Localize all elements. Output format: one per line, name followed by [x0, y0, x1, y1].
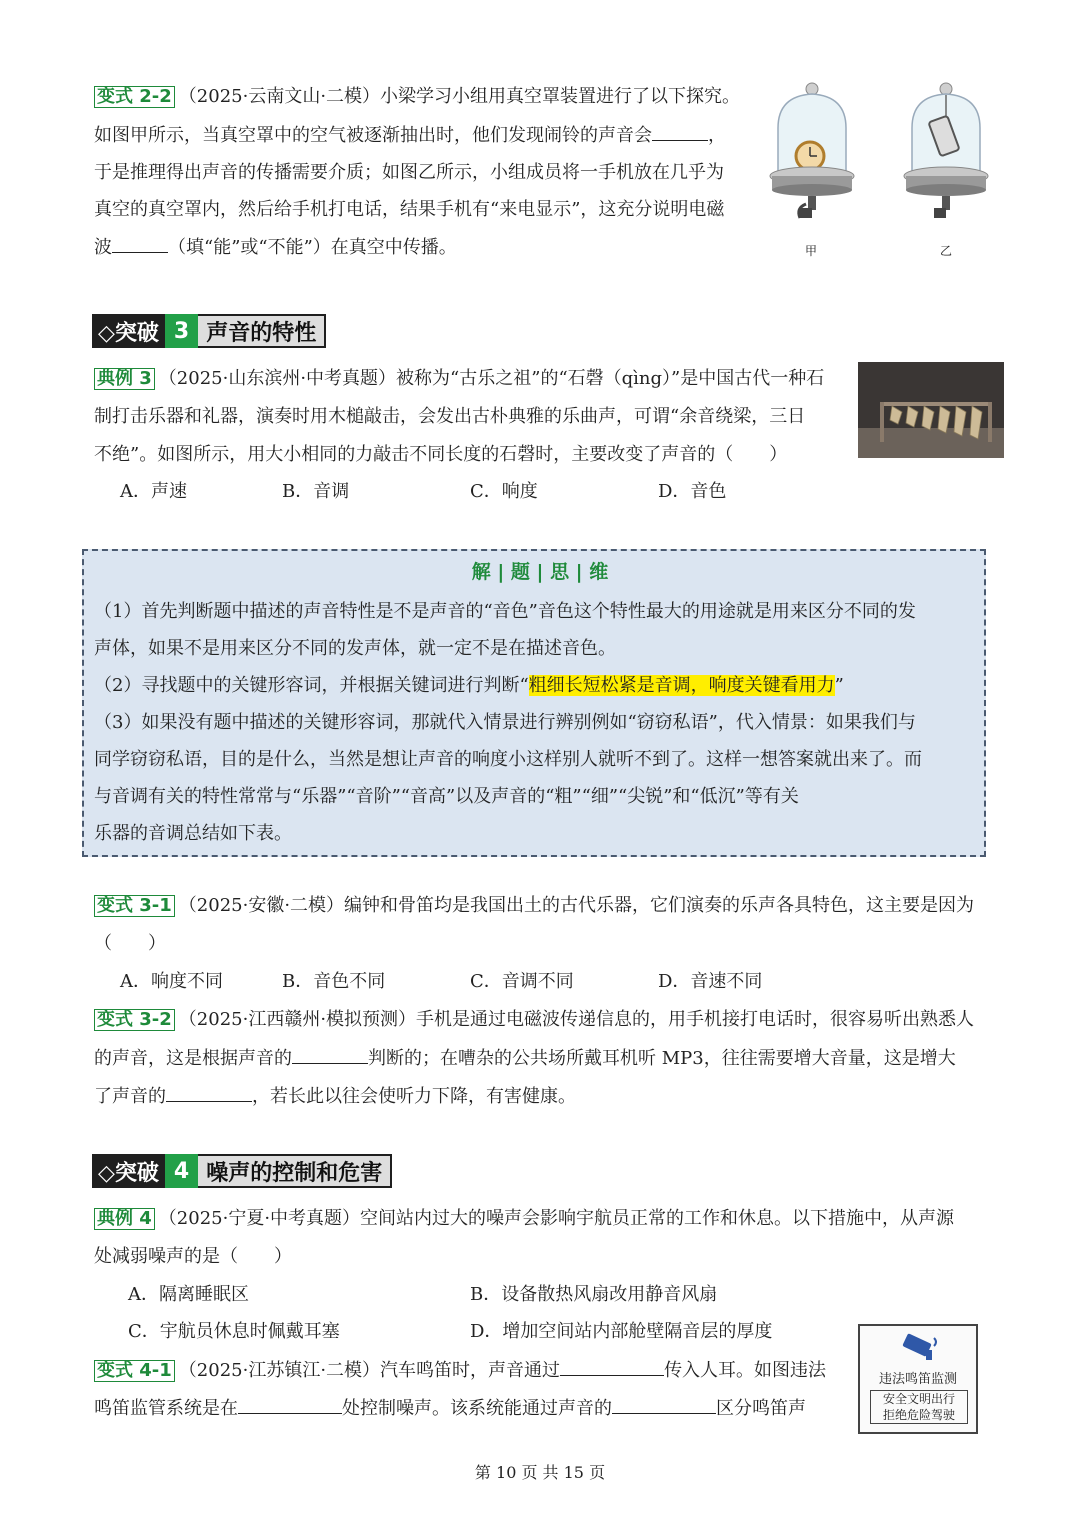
answer-blank[interactable]: [560, 1359, 664, 1376]
section-header-4: ◇突破 4 噪声的控制和危害: [92, 1154, 392, 1188]
q31-option-a[interactable]: A．响度不同: [120, 971, 223, 992]
q41-tag: 变式 4-1: [94, 1360, 175, 1382]
answer-blank[interactable]: [292, 1047, 368, 1064]
ex3-tag: 典例 3: [94, 368, 155, 390]
ex3-line-3: 不绝”。如图所示，用大小相同的力敲击不同长度的石磬时，主要改变了声音的（ ）: [94, 444, 788, 465]
thinking-line-6: 与音调有关的特性常常与“乐器”“音阶”“音高”以及声音的“粗”“细”“尖锐”和“低沉”等有关: [94, 786, 799, 807]
camera-icon: [902, 1332, 942, 1362]
chime-stones-photo: [858, 362, 1004, 458]
answer-blank[interactable]: [112, 236, 168, 253]
ex3-option-d[interactable]: D．音色: [658, 481, 727, 502]
ex4-line-2: 处减弱噪声的是（ ）: [94, 1246, 292, 1267]
answer-blank[interactable]: [652, 124, 708, 141]
q31-line-1: 变式 3-1 （2025·安徽·二模）编钟和骨笛均是我国出土的古代乐器，它们演奏的乐声各具特色，这主要是因为: [94, 895, 974, 919]
thinking-line-3: （2）寻找题中的关键形容词，并根据关键词进行判断“粗细长短松紧是音调，响度关键看用力”: [94, 675, 844, 696]
q22-line-5: 波 （填“能”或“不能”）在真空中传播。: [94, 237, 457, 258]
q31-option-c[interactable]: C．音调不同: [470, 971, 574, 992]
bell-jar-alarm-clock-icon: [770, 83, 854, 218]
q22-line-4: 真空的真空罩内，然后给手机打电话，结果手机有“来电显示”，这充分说明电磁: [94, 199, 725, 220]
ex4-option-b[interactable]: B．设备散热风扇改用静音风扇: [470, 1284, 718, 1305]
ex3-line-2: 制打击乐器和礼器，演奏时用木槌敲击，会发出古朴典雅的乐曲声，可谓“余音绕梁，三日: [94, 406, 806, 427]
sign-title: 违法鸣笛监测: [878, 1372, 957, 1387]
ex3-option-a[interactable]: A．声速: [120, 481, 187, 502]
thinking-line-2: 声体，如果不是用来区分不同的发声体，就一定不是在描述音色。: [94, 638, 616, 659]
ex4-option-c[interactable]: C．宇航员休息时佩戴耳塞: [128, 1321, 340, 1342]
ex4-line-1: 典例 4 （2025·宁夏·中考真题）空间站内过大的噪声会影响宇航员正常的工作和休息。以下措施中，从声源: [94, 1208, 954, 1232]
highlighted-rule: 粗细长短松紧是音调，响度关键看用力: [528, 675, 835, 696]
answer-blank[interactable]: [166, 1085, 252, 1102]
q32-tag: 变式 3-2: [94, 1009, 175, 1031]
q22-line-1: 变式 2-2 （2025·云南文山·二模）小梁学习小组用真空罩装置进行了以下探究。: [94, 86, 740, 110]
q32-line-3: 了声音的 ，若长此以往会使听力下降，有害健康。: [94, 1086, 576, 1107]
sign-slogan: 安全文明出行 拒绝危险驾驶: [870, 1390, 968, 1424]
figure-label-yi: 乙: [940, 244, 953, 258]
q22-line-3: 于是推理得出声音的传播需要介质；如图乙所示，小组成员将一手机放在几乎为: [94, 162, 724, 183]
thinking-line-4: （3）如果没有题中描述的关键形容词，那就代入情景进行辨别例如“窃窃私语”，代入情景：如果我们与: [94, 712, 916, 733]
bell-jar-phone-icon: [904, 83, 988, 218]
ex4-option-d[interactable]: D．增加空间站内部舱壁隔音层的厚度: [470, 1321, 773, 1342]
section-header-3: ◇突破 3 声音的特性: [92, 314, 326, 348]
thinking-title: 解 | 题 | 思 | 维: [471, 561, 609, 583]
figure-label-jia: 甲: [805, 244, 818, 258]
thinking-line-7: 乐器的音调总结如下表。: [94, 823, 292, 844]
answer-blank[interactable]: [238, 1397, 342, 1414]
page-footer: 第 10 页 共 15 页: [474, 1463, 606, 1482]
honk-monitor-sign: [858, 1324, 978, 1434]
answer-blank[interactable]: [612, 1397, 716, 1414]
q31-tag: 变式 3-1: [94, 895, 175, 917]
thinking-line-5: 同学窃窃私语，目的是什么，当然是想让声音的响度小这样别人就听不到了。这样一想答案就出来了。而: [94, 749, 922, 770]
q31-option-b[interactable]: B．音色不同: [282, 971, 386, 992]
ex4-tag: 典例 4: [94, 1208, 155, 1230]
q41-line-2: 鸣笛监管系统是在 处控制噪声。该系统能通过声音的 区分鸣笛声: [94, 1398, 806, 1419]
q32-line-2: 的声音，这是根据声音的 判断的；在嘈杂的公共场所戴耳机听 MP3，往往需要增大音量，这是增大: [94, 1048, 956, 1069]
q41-line-1: 变式 4-1 （2025·江苏镇江·二模）汽车鸣笛时，声音通过 传入人耳。如图违法: [94, 1359, 826, 1383]
ex4-option-a[interactable]: A．隔离睡眠区: [128, 1284, 249, 1305]
q22-line-2: 如图甲所示，当真空罩中的空气被逐渐抽出时，他们发现闹铃的声音会 ，: [94, 125, 726, 146]
q22-tag: 变式 2-2: [94, 86, 175, 108]
q31-line-2: （ ）: [94, 933, 166, 954]
thinking-line-1: （1）首先判断题中描述的声音特性是不是声音的“音色”音色这个特性最大的用途就是用来区分不同的发: [94, 601, 916, 622]
problem-solving-box: [82, 549, 986, 857]
q32-line-1: 变式 3-2 （2025·江西赣州·模拟预测）手机是通过电磁波传递信息的，用手机接打电话时，很容易听出熟悉人: [94, 1009, 974, 1033]
q31-option-d[interactable]: D．音速不同: [658, 971, 763, 992]
bell-jar-figure: [764, 78, 994, 268]
ex3-option-b[interactable]: B．音调: [282, 481, 350, 502]
ex3-line-1: 典例 3 （2025·山东滨州·中考真题）被称为“古乐之祖”的“石磬（qìng）”是中国古代一种石: [94, 368, 824, 392]
ex3-option-c[interactable]: C．响度: [470, 481, 538, 502]
